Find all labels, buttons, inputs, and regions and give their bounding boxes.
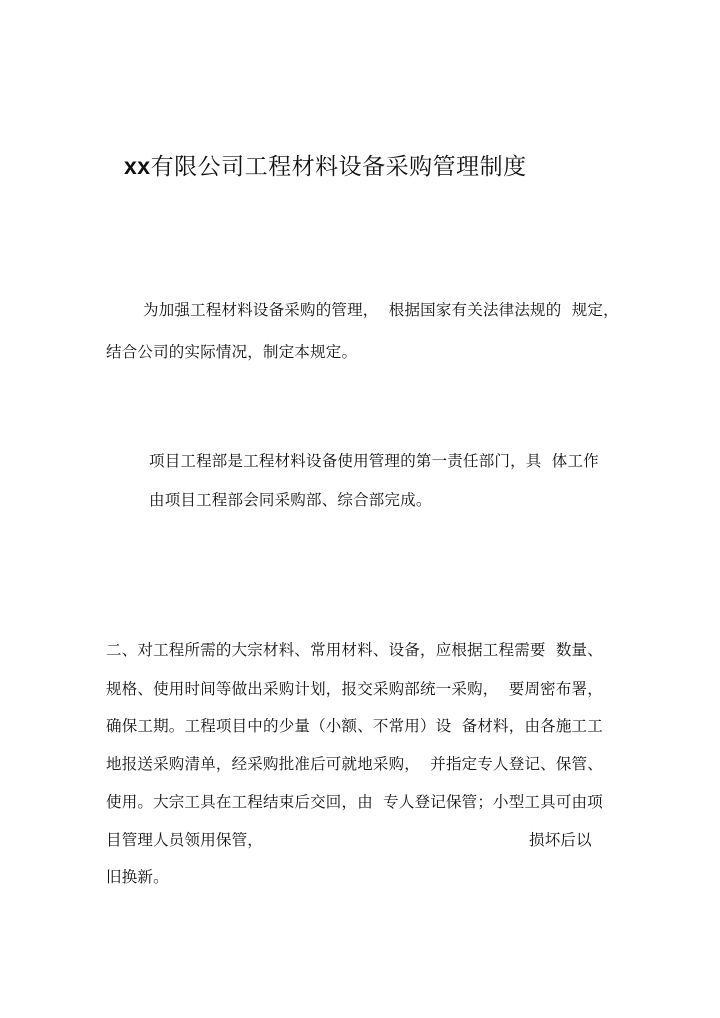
section1-line-2: 由项目工程部会同采购部、综合部完成。: [149, 491, 432, 509]
document-title: [124, 150, 527, 183]
section2-line-6a: 目管理人员领用保管，: [106, 831, 264, 849]
title-prefix: xx: [124, 153, 151, 179]
section2-line-2: 规格、使用时间等做出采购计划，报交采购部统一采购， 要周密布署，: [106, 680, 603, 698]
section2-line-7: 旧换新。: [106, 868, 169, 886]
section2-line-3: 确保工期。工程项目中的少量（小额、不常用）设 备材料，由各施工工: [106, 717, 603, 735]
intro-line-1: 为加强工程材料设备采购的管理， 根据国家有关法律法规的 规定，: [143, 301, 619, 319]
section2-line-6b: 损坏后以: [529, 831, 592, 849]
section2-line-5: 使用。大宗工具在工程结束后交回，由 专人登记保管；小型工具可由项: [106, 793, 603, 811]
section1-line-1: 项目工程部是工程材料设备使用管理的第一责任部门，具 体工作: [149, 452, 599, 470]
intro-line-2: 结合公司的实际情况，制定本规定。: [106, 343, 358, 361]
section2-line-1: 二、对工程所需的大宗材料、常用材料、设备，应根据工程需要 数量、: [106, 641, 603, 659]
section2-line-4: 地报送采购清单，经采购批准后可就地采购， 并指定专人登记、保管、: [106, 755, 603, 773]
title-rest: 有限公司工程材料设备采购管理制度: [150, 154, 527, 180]
